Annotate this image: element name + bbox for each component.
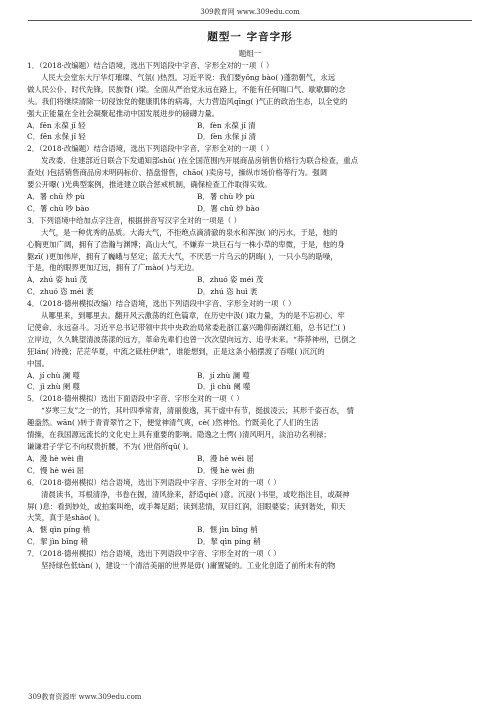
- option-row: [27, 465, 473, 477]
- option-row: [27, 120, 473, 132]
- question-stem: 2．（2018·改编题）结合语境，选出下列语段中字音、字形全对的一项（ ）: [27, 144, 274, 154]
- question-stem: 7．（2018·德州模拟）结合语境，选出下列语段中字音、字形全对的一项（ ）: [27, 549, 281, 559]
- option-b: B．zhuó 姿 méi 茂: [197, 275, 264, 285]
- option-a: A．zhú 姿 huì 茂: [27, 275, 87, 285]
- passage-line: 从哪里来，到哪里去。翻开风云激荡的红色篇章，在历史中汲( )取力量，为的是不忘初心、牢: [41, 311, 345, 321]
- option-b: B．jí zhù 澜 噬: [197, 370, 250, 380]
- passage-line: 谦谦君子学它不向权贵折腰，不为( )世俗所qū( )。: [27, 442, 194, 451]
- question-1: [27, 60, 473, 143]
- option-row: [27, 274, 473, 286]
- question-stem: 1．（2018·改编题）结合语境，选出下列语段中字音、字形全对的一项（ ）: [27, 61, 274, 70]
- option-d: D．挈 qìn píng 稍: [197, 537, 261, 547]
- option-b: B．漫 hè wéi 屈: [197, 453, 254, 463]
- passage-line: 查处( )包括销售商品房未明码标价、捂盘惜售，chāo( )卖房号，操纵市场价格等行为。强调: [27, 168, 328, 178]
- option-c: C．挈 jìn bǐng 稍: [27, 537, 88, 547]
- option-d: D．jì chù 阑 噬: [197, 382, 251, 392]
- option-a: A．署 chǔ 炒 pù: [27, 191, 85, 201]
- question-list: [27, 60, 473, 572]
- option-a: A．jí chù 澜 噬: [27, 370, 80, 380]
- passage-line: 强大正能量在全社会凝聚起推动中国发展进步的磅礴力量。: [27, 108, 220, 118]
- question-4: [27, 298, 473, 393]
- option-d: D．慢 hè wèi 曲: [197, 465, 255, 475]
- page-footer: 309教育资源库 www.309edu.com: [28, 693, 142, 701]
- passage-line: 记使命、永远奋斗。习近平总书记带领中共中央政治局常委赴浙江嘉兴瞻仰南湖红船，总书记伫( ): [27, 322, 346, 332]
- page-title: 题型一 字音字形: [207, 31, 293, 43]
- question-stem: 6．（2018·德州模拟）结合语境，选出下列语段中字音、字形全对的一项（ ）: [27, 477, 281, 487]
- option-d: D．fèn 永保 jí 清: [197, 132, 257, 142]
- passage-line: 清晨读书，耳根清净，书卷在握，清风徐来，舒适qiè( )意。沉浸( )书里，或吃指注目，或凝神: [41, 489, 350, 499]
- passage-line: 坚持绿色低tàn( )，建设一个清洁美丽的世界是毋( )庸置疑的。工业化创造了前所未有的物: [41, 561, 336, 571]
- question-7: [27, 548, 473, 572]
- option-a: A．漫 hè wèi 曲: [27, 453, 84, 463]
- passage-line: 屏( )息：看到妙处，或拍案叫绝，或手舞足蹈；读到悲情，双目红润，泪眼婆娑；读到谐处，仰天: [27, 501, 346, 511]
- option-row: [27, 370, 473, 382]
- option-a: A．fēn 永葆 jǐ 轻: [27, 120, 86, 130]
- option-c: C．fēn 永保 jǐ 轻: [27, 132, 86, 142]
- passage-line: 心胸更加广阔，拥有了浩瀚与渊博；高山大气，不嫌弃一块巨石与一株小草的卑微，于是，他的身: [27, 239, 345, 249]
- section-subtitle: 题组一: [238, 49, 262, 58]
- option-c: C．署 chù 吵 bào: [27, 203, 90, 213]
- passage-line: 人民大会堂东大厅华灯璀璨、气氛( )热烈。习近平说：我们要yǒng bào( )蓬勃朝气，永远: [41, 72, 336, 82]
- question-5: [27, 393, 473, 476]
- header-divider: [28, 20, 472, 21]
- option-row: [27, 191, 473, 203]
- passage-line: 于是，他的眼界更加辽远，拥有了广mào( )与无边。: [27, 263, 199, 273]
- option-c: C．zhuó 恣 méi 袤: [27, 287, 94, 297]
- option-d: D．署 chǔ 炒 bào: [197, 203, 260, 213]
- page-header: 309教育网 www.309edu.com: [200, 8, 300, 16]
- question-stem: 4．（2018·德州模拟改编）结合语境，选出下列语段中字音、字形全对的一项（ ）: [27, 299, 296, 309]
- question-2: [27, 143, 473, 214]
- option-row: [27, 453, 473, 465]
- question-3: [27, 215, 473, 298]
- passage-line: 狂lán( )待挽；茫茫华夏，中流之砥柱伊谁”，谁能想到，正是这条小船摆渡了吞噬( )沉沉的: [27, 346, 325, 356]
- option-a: A．惬 qìn píng 梢: [27, 525, 90, 535]
- passage-line: 头。我们将继续清除一切侵蚀党的健康肌体的病毒，大力营造风qīng( )气正的政治生态，以全党的: [27, 96, 348, 106]
- option-row: [27, 381, 473, 393]
- option-b: B．fèn 永葆 jǐ 清: [197, 120, 256, 130]
- passage-line: “岁寒三友”之一的竹，其叶四季常青，清丽俊逸，其干虚中有节，挺拔凌云；其形千姿百态， 情: [41, 406, 354, 416]
- option-row: [27, 131, 473, 143]
- passage-line: 中国。: [27, 358, 50, 368]
- passage-line: 情操，在我国源远流长的文化史上具有重要的影响。隐逸之士愕( )清风明月，淡泊功名利禄；: [27, 430, 331, 440]
- passage-line: 要公开曝( )光典型案例，推进建立联合惩戒机制，确保检查工作取得实效。: [27, 180, 272, 190]
- passage-line: 大气，是一种优秀的品质。大海大气，不拒绝点滴清澈的泉水和浑浊( )的污水，于是，他的: [41, 227, 338, 237]
- passage-line: 做人民公仆、时代先锋，民族脊( )梁。全面从严治党永远在路上，不能有任何喘口气、歇歇脚的念: [27, 84, 346, 94]
- option-row: [27, 536, 473, 548]
- option-d: D．zhú 恣 huì 袤: [197, 287, 258, 297]
- option-row: [27, 203, 473, 215]
- question-6: [27, 477, 473, 548]
- option-row: [27, 524, 473, 536]
- question-stem: 5．（2018·德州模拟）选出下面语段中字音、字形全对的一项（ ）: [27, 394, 244, 404]
- question-stem: 3．下列语境中给加点字注音，根据拼音写汉字全对的一项是（ ）: [27, 215, 241, 225]
- passage-line: 躯zī( )更加伟岸，拥有了巍峨与坚定；蓝天大气，不厌恶一片乌云的阴晦( )，一只小鸟的聒噪，: [27, 251, 338, 261]
- option-b: B．惬 jìn bǐng 梢: [197, 525, 258, 535]
- passage-line: 立岸边，久久眺望清波荡漾的远方，革命先辈们也曾一次次望向远方、追寻未来。“莽莽神州，已倒之: [27, 334, 356, 344]
- option-c: C．慢 hè wéi 屈: [27, 465, 85, 475]
- option-row: [27, 286, 473, 298]
- option-c: C．jì zhù 阑 噬: [27, 382, 80, 392]
- passage-line: 趣盎然。wān( )转于青青翠竹之下，便觉神清气爽，cè( )然神怡。竹既美化了人们的生活: [27, 418, 319, 428]
- passage-line: 大笑，真于是shāo( )。: [27, 513, 105, 523]
- passage-line: 发改委、住建部近日联合下发通知部shǔ( )在全国范围内开展商品房销售价格行为联合检查，重点: [41, 156, 359, 166]
- option-b: B．署 chù 吵 pù: [197, 191, 255, 201]
